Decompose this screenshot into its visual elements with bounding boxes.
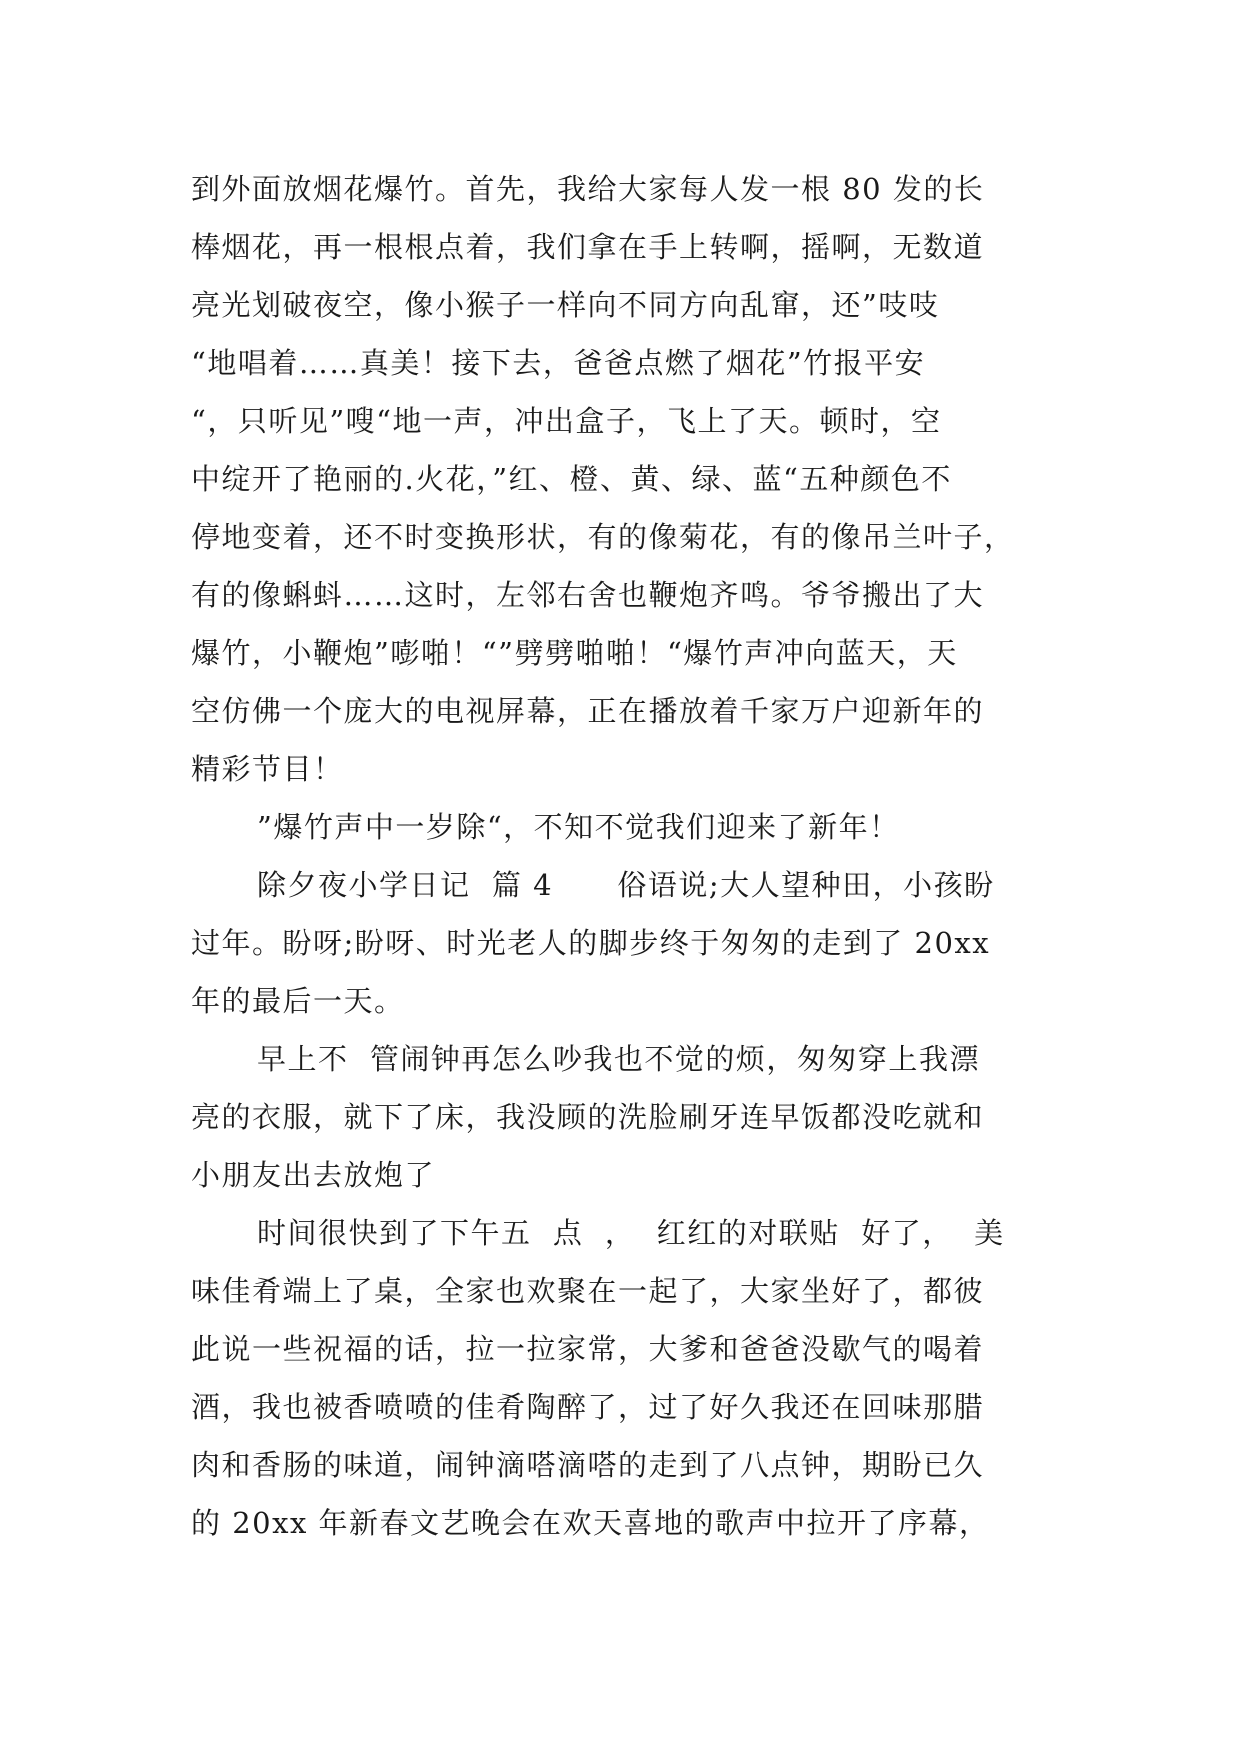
text-line: 精彩节目！ bbox=[191, 752, 344, 786]
text-line: 中绽开了艳丽的.火花，”红、橙、黄、绿、蓝“五种颜色不 bbox=[191, 462, 952, 496]
text-line: 棒烟花，再一根根点着，我们拿在手上转啊，摇啊，无数道 bbox=[191, 230, 985, 264]
text-line: 早上不 管闹钟再怎么吵我也不觉的烦，匆匆穿上我漂 bbox=[257, 1042, 980, 1076]
text-line: 过年。盼呀;盼呀、时光老人的脚步终于匆匆的走到了 20xx bbox=[191, 926, 991, 960]
text-line: 停地变着，还不时变换形状，有的像菊花，有的像吊兰叶子， bbox=[191, 520, 1015, 554]
text-line: 空仿佛一个庞大的电视屏幕，正在播放着千家万户迎新年的 bbox=[191, 694, 985, 728]
text-line: 此说一些祝福的话，拉一拉家常，大爹和爸爸没歇气的喝着 bbox=[191, 1332, 985, 1366]
text-line: 小朋友出去放炮了 bbox=[191, 1158, 436, 1192]
text-line: 肉和香肠的味道，闹钟滴嗒滴嗒的走到了八点钟，期盼已久 bbox=[191, 1448, 985, 1482]
text-line: 亮的衣服，就下了床，我没顾的洗脸刷牙连早饭都没吃就和 bbox=[191, 1100, 985, 1134]
text-line: 亮光划破夜空，像小猴子一样向不同方向乱窜，还”吱吱 bbox=[191, 288, 940, 322]
text-line: 有的像蝌蚪……这时，左邻右舍也鞭炮齐鸣。爷爷搬出了大 bbox=[191, 578, 985, 612]
text-line: 酒，我也被香喷喷的佳肴陶醉了，过了好久我还在回味那腊 bbox=[191, 1390, 985, 1424]
text-line: 除夕夜小学日记 篇 4 俗语说;大人望种田，小孩盼 bbox=[257, 868, 995, 902]
document-page bbox=[191, 160, 1053, 1552]
text-line: ”爆竹声中一岁除“，不知不觉我们迎来了新年！ bbox=[257, 810, 900, 844]
text-line: 到外面放烟花爆竹。首先，我给大家每人发一根 80 发的长 bbox=[191, 172, 985, 206]
text-line: 年的最后一天。 bbox=[191, 984, 405, 1018]
text-line: 的 20xx 年新春文艺晚会在欢天喜地的歌声中拉开了序幕， bbox=[191, 1506, 990, 1540]
text-line: “地唱着……真美！接下去，爸爸点燃了烟花”竹报平安 bbox=[191, 346, 926, 380]
text-line: 爆竹，小鞭炮”嘭啪！“”劈劈啪啪！“爆竹声冲向蓝天，天 bbox=[191, 636, 958, 670]
text-line: 时间很快到了下午五 点 ， 红红的对联贴 好了， 美 bbox=[257, 1216, 1005, 1250]
text-line: “，只听见”嗖“地一声，冲出盒子，飞上了天。顿时，空 bbox=[191, 404, 942, 438]
text-line: 味佳肴端上了桌，全家也欢聚在一起了，大家坐好了，都彼 bbox=[191, 1274, 985, 1308]
